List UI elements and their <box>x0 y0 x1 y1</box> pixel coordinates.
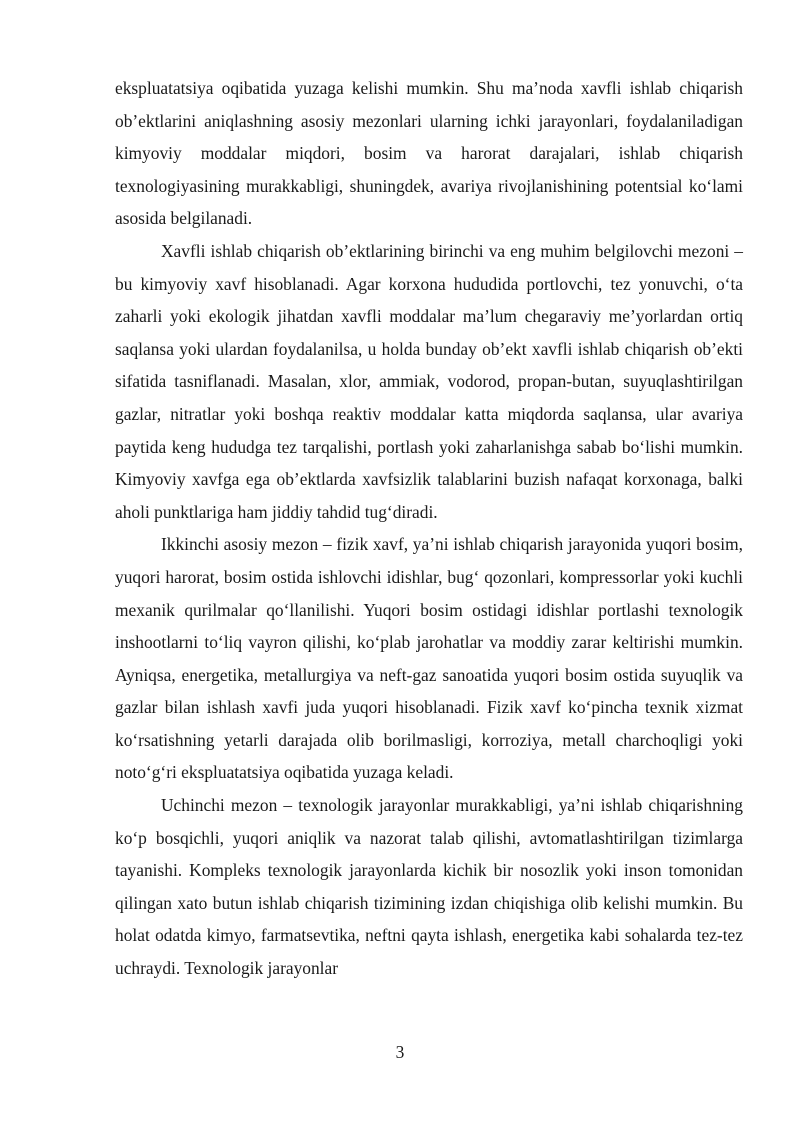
paragraph-physical-hazard: Ikkinchi asosiy mezon – fizik xavf, ya’ni ishlab chiqarish jarayonida yuqori bosim, yuqori harorat, bosim ostida ishlovchi idishlar, bug‘ qozonlari, kompressorlar yoki kuchli mexanik qurilmalar qo‘llanilishi. Yuqori bosim ostidagi idishlar portlashi texnologik inshootlarni to‘liq vayron qilishi, ko‘plab jarohatlar va moddiy zarar keltirishi mumkin. Ayniqsa, energetika, metallurgiya va neft-gaz sanoatida yuqori bosim ostida suyuqlik va gazlar bilan ishlash xavfi juda yuqori hisoblanadi. Fizik xavf ko‘pincha texnik xizmat ko‘rsatishning yetarli darajada olib borilmasligi, korroziya, metall charchoqligi yoki noto‘g‘ri ekspluatatsiya oqibatida yuzaga keladi. <box>115 534 743 783</box>
paragraph-technological-complexity: Uchinchi mezon – texnologik jarayonlar murakkabligi, ya’ni ishlab chiqarishning ko‘p bosqichli, yuqori aniqlik va nazorat talab qilishi, avtomatlashtirilgan tizimlarga tayanishi. Kompleks texnologik jarayonlarda kichik bir nosozlik yoki inson tomonidan qilingan xato butun ishlab chiqarish tizimining izdan chiqishiga olib kelishi mumkin. Bu holat odatda kimyo, farmatsevtika, neftni qayta ishlash, energetika kabi sohalarda tez-tez uchraydi. Texnologik jarayonlar <box>115 795 743 979</box>
body-text <box>115 72 743 985</box>
paragraph-continuation: ekspluatatsiya oqibatida yuzaga kelishi mumkin. Shu ma’noda xavfli ishlab chiqarish ob’ektlarini aniqlashning asosiy mezonlari ularning ichki jarayonlari, foydalaniladigan kimyoviy moddalar miqdori, bosim va harorat darajalari, ishlab chiqarish texnologiyasining murakkabligi, shuningdek, avariya rivojlanishining potentsial ko‘lami asosida belgilanadi. <box>115 78 743 229</box>
paragraph-chemical-hazard: Xavfli ishlab chiqarish ob’ektlarining birinchi va eng muhim belgilovchi mezoni – bu kimyoviy xavf hisoblanadi. Agar korxona hududida portlovchi, tez yonuvchi, o‘ta zaharli yoki ekologik jihatdan xavfli moddalar ma’lum chegaraviy me’yorlardan ortiq saqlansa yoki ulardan foydalanilsa, u holda bunday ob’ekt xavfli ishlab chiqarish ob’ekti sifatida tasniflanadi. Masalan, xlor, ammiak, vodorod, propan-butan, suyuqlashtirilgan gazlar, nitratlar yoki boshqa reaktiv moddalar katta miqdorda saqlansa, ular avariya paytida keng hududga tez tarqalishi, portlash yoki zaharlanishga sabab bo‘lishi mumkin. Kimyoviy xavfga ega ob’ektlarda xavfsizlik talablarini buzish nafaqat korxonaga, balki aholi punktlariga ham jiddiy tahdid tug‘diradi. <box>115 240 743 522</box>
page-number: 3 <box>395 1042 405 1062</box>
